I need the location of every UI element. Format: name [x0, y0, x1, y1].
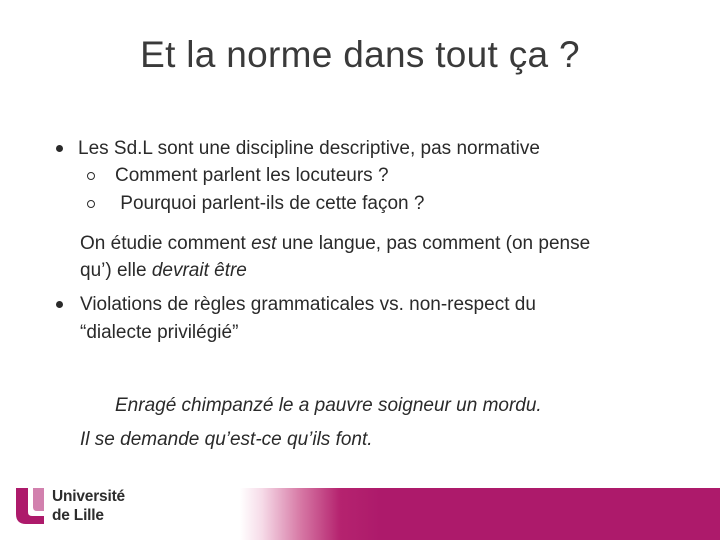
sub-item-2: Pourquoi parlent-ils de cette façon ?	[115, 193, 425, 214]
bullet-1-text: Les Sd.L sont une discipline descriptive, pas normative	[78, 138, 540, 159]
university-logo-mark-icon	[14, 486, 48, 526]
logo-line-2: de Lille	[52, 507, 104, 524]
university-logo-text	[52, 487, 125, 525]
bullet-1-continuation-line-1	[80, 231, 590, 257]
logo-line-1: Université	[52, 488, 125, 505]
emphasis-devrait-etre: devrait être	[151, 260, 247, 281]
continuation-text: qu’) elle	[80, 260, 152, 281]
bullet-1-continuation-line-2	[80, 258, 247, 284]
sub-bullet-marker	[87, 172, 95, 180]
continuation-text: On étudie comment	[80, 233, 252, 254]
sub-bullet-marker	[87, 200, 95, 208]
bullet-marker	[56, 301, 63, 308]
continuation-text: une langue, pas comment (on pense	[276, 233, 591, 254]
university-logo	[14, 486, 154, 530]
emphasis-est: est	[251, 233, 277, 254]
example-sentence-1: Enragé chimpanzé le a pauvre soigneur un mordu.	[115, 395, 542, 416]
sub-item-1: Comment parlent les locuteurs ?	[115, 165, 389, 186]
example-sentence-2: Il se demande qu’est-ce qu’ils font.	[80, 429, 373, 450]
bullet-2-line-1: Violations de règles grammaticales vs. non-respect du	[80, 294, 536, 315]
slide-title: Et la norme dans tout ça ?	[140, 34, 580, 75]
bullet-marker	[56, 145, 63, 152]
bullet-2-line-2: “dialecte privilégié”	[80, 322, 239, 343]
